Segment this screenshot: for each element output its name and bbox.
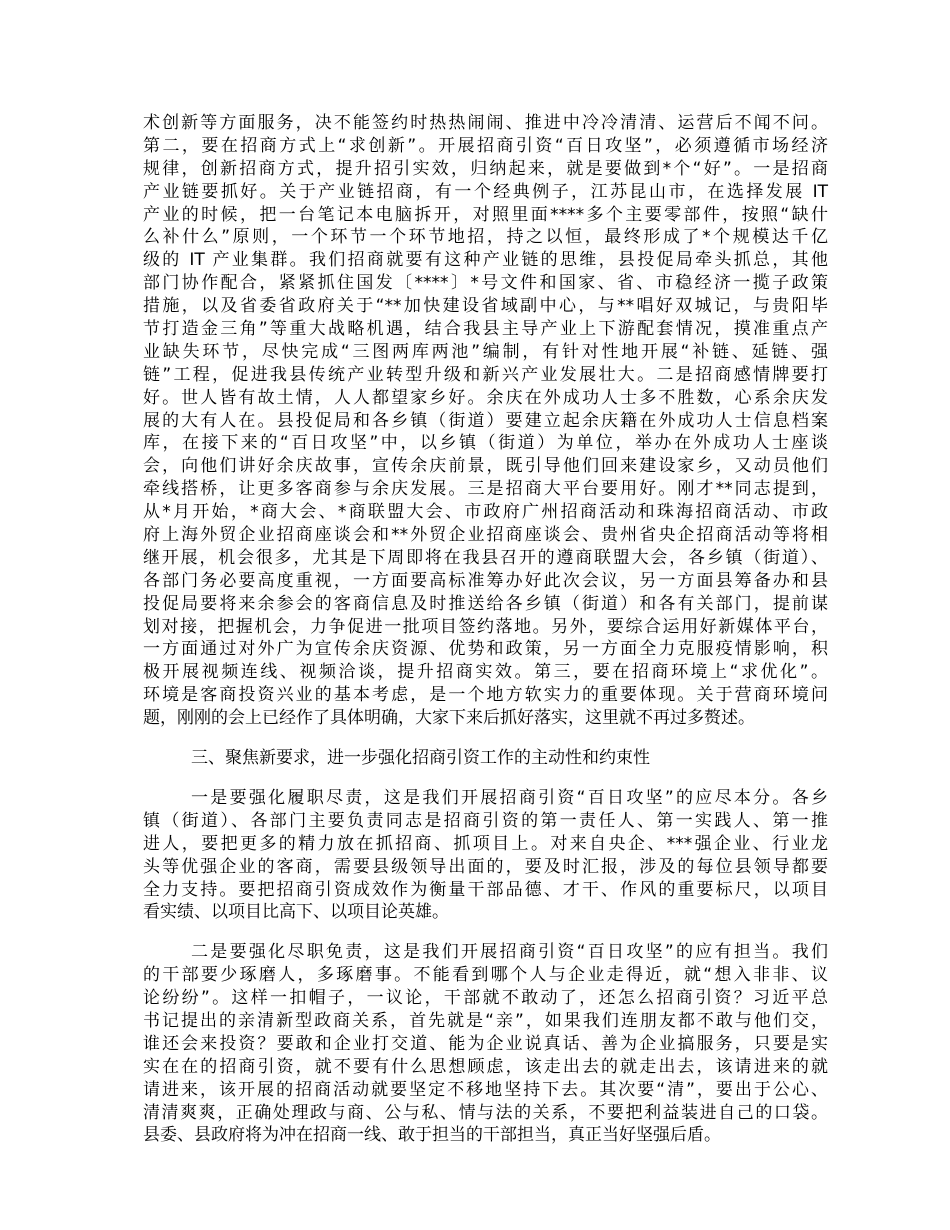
text-line: 头等优强企业的客商，需要县级领导出面的，要及时汇报，涉及的每位县领导都要 — [143, 856, 828, 877]
text-line: 县委、县政府将为冲在招商一线、敢于担当的干部担当，真正当好坚强后盾。 — [143, 1125, 721, 1146]
text-line: 二是要强化尽职免责，这是我们开展招商引资“百日攻坚”的应有担当。我们 — [191, 942, 828, 963]
text-line: 么补什么”原则，一个环节一个环节地招，持之以恒，最终形成了*个规模达千亿 — [143, 227, 828, 248]
paragraph-continuation — [143, 112, 828, 730]
paragraph-gap — [143, 770, 828, 787]
text-line: 级的 IT 产业集群。我们招商就要有这种产业链的思维，县投促局牵头抓总，其他 — [143, 250, 828, 271]
text-line: 镇（街道）、各部门主要负责同志是招商引资的第一责任人、第一实践人、第一推 — [143, 810, 828, 831]
text-line: 环境是客商投资兴业的基本考虑，是一个地方软实力的重要体现。关于营商环境问 — [143, 685, 828, 706]
text-line: 府上海外贸企业招商座谈会和**外贸企业招商座谈会、贵州省央企招商活动等将相 — [143, 525, 828, 546]
text-line: 一方面通过对外广为宣传余庆资源、优势和政策，另一方面全力克服疫情影响，积 — [143, 639, 828, 660]
text-line: 措施，以及省委省政府关于“**加快建设省域副中心，与**唱好双城记，与贵阳毕 — [143, 296, 828, 317]
text-line: 一是要强化履职尽责，这是我们开展招商引资“百日攻坚”的应尽本分。各乡 — [191, 787, 828, 808]
text-line: 清清爽爽，正确处理政与商、公与私、情与法的关系，不要把利益装进自己的口袋。 — [143, 1102, 828, 1123]
text-line: 全力支持。要把招商引资成效作为衡量干部品德、才干、作风的重要标尺，以项目 — [143, 879, 828, 900]
text-line: 各部门务必要高度重视，一方面要高标准筹办好此次会议，另一方面县筹备办和县 — [143, 570, 828, 591]
text-line: 划对接，把握机会，力争促进一批项目签约落地。另外，要综合运用好新媒体平台， — [143, 616, 828, 637]
text-line: 库，在接下来的“百日攻坚”中，以乡镇（街道）为单位，举办在外成功人士座谈 — [143, 433, 828, 454]
text-line: 产业链要抓好。关于产业链招商，有一个经典例子，江苏昆山市，在选择发展 IT — [143, 181, 828, 202]
text-line: 请进来，该开展的招商活动就要坚定不移地坚持下去。其次要“清”，要出于公心、 — [143, 1079, 828, 1100]
text-line: 继开展，机会很多，尤其是下周即将在我县召开的遵商联盟大会，各乡镇（街道）、 — [143, 547, 828, 568]
text-line: 题，刚刚的会上已经作了具体明确，大家下来后抓好落实，这里就不再过多赘述。 — [143, 708, 755, 729]
text-line: 第二，要在招商方式上“求创新”。开展招商引资“百日攻坚”，必须遵循市场经济 — [143, 135, 828, 156]
text-line: 极开展视频连线、视频洽谈，提升招商实效。第三，要在招商环境上“求优化”。 — [143, 662, 828, 683]
paragraph-gap — [143, 730, 828, 747]
text-line: 节打造金三角”等重大战略机遇，结合我县主导产业上下游配套情况，摸准重点产 — [143, 319, 828, 340]
text-line: 进人，要把更多的精力放在抓招商、抓项目上。对来自央企、***强企业、行业龙 — [143, 833, 828, 854]
paragraph-duty — [143, 787, 828, 924]
text-line: 规律，创新招商方式，提升招引实效，归纳起来，就是要做到*个“好”。一是招商 — [143, 158, 828, 179]
paragraph-exemption — [143, 941, 828, 1147]
text-line: 谁还会来投资？要敢和企业打交道、能为企业说真话、善为企业搞服务，只要是实 — [143, 1033, 828, 1054]
text-line: 牵线搭桥，让更多客商参与余庆发展。三是招商大平台要用好。刚才**同志提到， — [143, 479, 828, 500]
document-page — [143, 112, 828, 1147]
section-heading: 三、聚焦新要求，进一步强化招商引资工作的主动性和约束性 — [191, 748, 650, 769]
paragraph-gap — [143, 924, 828, 941]
text-line: 链”工程，促进我县传统产业转型升级和新兴产业发展壮大。二是招商感情牌要打 — [143, 364, 828, 385]
text-line: 书记提出的亲清新型政商关系，首先就是“亲”，如果我们连朋友都不敢与他们交， — [143, 1010, 828, 1031]
text-line: 投促局要将来余参会的客商信息及时推送给各乡镇（街道）和各有关部门，提前谋 — [143, 593, 828, 614]
text-line: 业缺失环节，尽快完成“三图两库两池”编制，有针对性地开展“补链、延链、强 — [143, 341, 828, 362]
text-line: 从*月开始，*商大会、*商联盟大会、市政府广州招商活动和珠海招商活动、市政 — [143, 502, 828, 523]
text-line: 的干部要少琢磨人，多琢磨事。不能看到哪个人与企业走得近，就“想入非非、议 — [143, 965, 828, 986]
text-line: 会，向他们讲好余庆故事，宣传余庆前景，既引导他们回来建设家乡，又动员他们 — [143, 456, 828, 477]
text-line: 实在在的招商引资，就不要有什么思想顾虑，该走出去的就走出去，该请进来的就 — [143, 1056, 828, 1077]
text-line: 术创新等方面服务，决不能签约时热热闹闹、推进中冷冷清清、运营后不闻不问。 — [143, 113, 828, 133]
text-line: 展的大有人在。县投促局和各乡镇（街道）要建立起余庆籍在外成功人士信息档案 — [143, 410, 828, 431]
text-line: 好。世人皆有故土情，人人都望家乡好。余庆在外成功人士多不胜数，心系余庆发 — [143, 387, 828, 408]
text-line: 部门协作配合，紧紧抓住国发〔****〕*号文件和国家、省、市稳经济一揽子政策 — [143, 273, 828, 294]
text-line: 产业的时候，把一台笔记本电脑拆开，对照里面****多个主要零部件，按照“缺什 — [143, 204, 828, 225]
text-line: 看实绩、以项目比高下、以项目论英雄。 — [143, 902, 449, 923]
text-line: 论纷纷”。这样一扣帽子，一议论，干部就不敢动了，还怎么招商引资？习近平总 — [143, 988, 828, 1009]
